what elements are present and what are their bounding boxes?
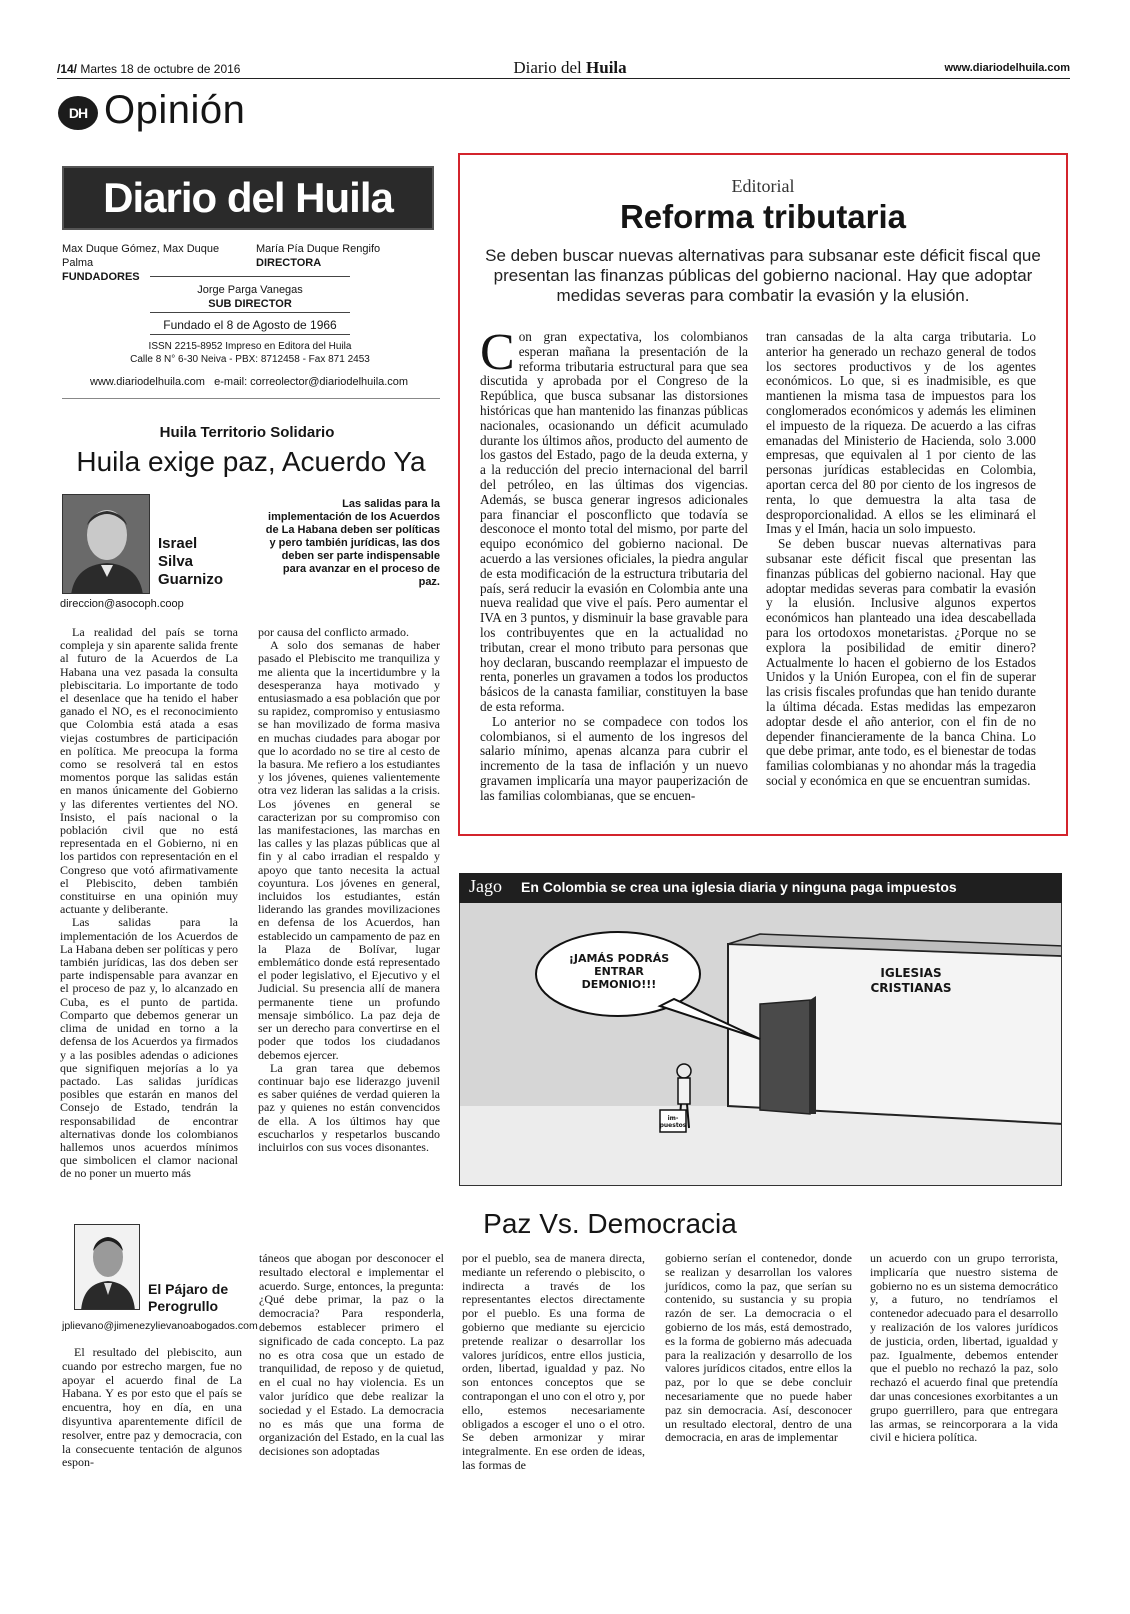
- drop-cap: C: [480, 324, 515, 381]
- cartoon-header: [459, 873, 1062, 903]
- bottom-author-email[interactable]: jplievano@jimenezylievanoabogados.com: [62, 1320, 258, 1332]
- church-cartoon-icon: [460, 874, 1062, 1186]
- pull-quote: Las salidas para la implementación de los Acuerdos de La Habana deben ser políticas y pero también jurídicas, las dos deben ser parte indispensable para avanzar en el proceso de paz.: [265, 498, 440, 588]
- founders: Max Duque Gómez, Max Duque Palma FUNDADORES: [62, 243, 220, 283]
- masthead-email-link[interactable]: e-mail: correolector@diariodelhuila.com: [214, 376, 409, 388]
- article-kicker: Huila Territorio Solidario: [159, 424, 335, 441]
- page-number: /14/: [57, 62, 78, 76]
- cartoonist-name: Jago: [469, 876, 502, 896]
- bottom-author-photo: [74, 1224, 140, 1310]
- cartoon-caption: En Colombia se crea una iglesia diaria y ninguna paga impuestos: [521, 879, 957, 895]
- subdirector: Jorge Parga Vanegas SUB DIRECTOR: [197, 284, 303, 310]
- article-column-1: La realidad del país se torna compleja y sin aparente salida frente al futuro de la Acuerdos de La Habana una vez pasada la consulta plebiscitaria. Lo importante de todo el desenlace que ha tenido el haber ganado el NO, es el reconocimiento que Colombia está atada a esas viejas costumbres de participación en política. Me preocupa la forma como se resolverá tal en estos momentos porque las salidas están en manos únicamente del Gobierno y las diferentes vertientes del NO. Insisto, el país nacional o la población civil que no está representada en el Gobierno, ni en los partidos con representación en el Congreso que votó afirmativamente el Plebiscito, deben también constituirse en una opinión muy actuante y deliberante. Las salidas para la implementación de los Acuerdos de La Habana deben ser políticas y pero también jurídicas, las dos deben ser parte indispensable para avanzar en el proceso de paz y, lo alcanzado en Cuba, es el punto de partida. Comparto que debemos generar un clima de unidad en torno a la defensa de los Acuerdos ya firmados y a las posibles adendas o adiciones que signifiquen mejorías a lo ya pactado. Las salidas jurídicas posibles que estarán en manos del Consejo de Estado, tendrán la responsabilidad de encontrar alternativas donde los colombianos hallemos unos acuerdos mínimos que simbolicen el clamor nacional de no poner un muerto más: [60, 625, 238, 1181]
- author-photo: [62, 494, 150, 594]
- editorial-column-2: tran cansadas de la alta carga tributaria. Lo anterior ha generado un rechazo general de todos los sectores productivos y de los agentes económicos. Lo que, si es inadmisible, es que mantienen la misma tasa de impuestos para los conglomerados económicos y además les eliminen el impuesto de la riqueza. De acuerdo a las cifras emanadas del Ministerio de Hacienda, solo 3.000 empresas, que equivalen al 1 por ciento de las personas jurídicas establecidas en Colombia, aportan cerca del 80 por ciento de los ingresos de renta, lo que demuestra la alta tasa de desproporcionalidad. A ellos se les eliminará el Imas y el Imán, hacia un solo impuesto. Se deben buscar nuevas alternativas para subsanar este déficit fiscal que presentan las finanzas públicas del gobierno nacional. Hay que adoptar medidas severas para combatir la evasión y la elusión. Inclusive algunos expertos económicos han planteado una idea descabellada para los ortodoxos monetaristas. ¿Porque no se explora la posibilidad de emitir dinero? Actualmente lo hacen el gobierno de los Estados Unidos y la Unión Europea, con el fin de superar las crisis fiscales profundas que han tenido durante la última década. Estas medidas las empezaron adoptar desde el año anterior, con el fin de no depender financieramente de la banca China. Lo que debe primar, ante todo, es el bienestar de todas familias colombianas y no ahondar más la tragedia social y económica en que se encuentran sumidas.: [766, 329, 1036, 788]
- author-portrait-icon: [63, 495, 150, 594]
- site-url[interactable]: www.diariodelhuila.com: [944, 62, 1070, 74]
- bottom-column-4: gobierno serían el contenedor, donde se realizan y desarrollan los valores jurídicos, como la paz, que serían su contenido, su sustancia y su propia razón de ser. La democracia o el gobierno de los más, está demostrado, es la forma de gobierno más adecuada para la realización y desarrollo de los valores jurídicos citados, entre ellos la paz, por lo que se debe concluir necesariamente que no puede haber paz sin democracia. Así, desconocer un resultado electoral, dentro de una democracia, en aras de implementar: [665, 1251, 852, 1445]
- briefcase-label: im-puestos: [659, 1115, 687, 1129]
- editorial-lead: Se deben buscar nuevas alternativas para subsanar este déficit fiscal que presentan las finanzas públicas del gobierno nacional. Hay que adoptar medidas severas para combatir la evasión y la elusión.: [485, 246, 1041, 305]
- author-email[interactable]: direccion@asocoph.coop: [60, 598, 184, 610]
- masthead-web-link[interactable]: www.diariodelhuila.com: [90, 376, 205, 388]
- director: María Pía Duque Rengifo DIRECTORA: [256, 243, 381, 269]
- section-title: Opinión: [104, 88, 246, 132]
- bottom-column-2: táneos que abogan por desconocer el resultado electoral e implementar el acuerdo. Surge, entonces, la pregunta: ¿Qué debe primar, la paz o la democracia? Para responderla, debemos establecer primero el significado de cada concepto. La paz no es otra cosa que un estado de tranquilidad, de reposo y de quietud, en el cual no hay violencia. Es un valor jurídico que debe realizar la sociedad y el Estado. La democracia no es más que una forma de organización del Estado, en la cual las decisiones son adoptadas: [259, 1251, 444, 1459]
- article-headline: Huila exige paz, Acuerdo Ya: [76, 446, 426, 477]
- staff-divider: [150, 276, 350, 277]
- masthead-bottom-rule: [62, 398, 440, 399]
- speech-bubble-text: ¡JAMÁS PODRÁS ENTRAR DEMONIO!!!: [568, 952, 670, 991]
- editorial-label: Editorial: [731, 176, 795, 196]
- article-column-2: por causa del conflicto armado. A solo dos semanas de haber pasado el Plebiscito me tranquiliza y me alienta que la incertidumbre y la desesperanza haya motivado y entusiasmado a esa población que por su rapidez, compromiso y entusiasmo se han movilizado de forma masiva en muchas ciudades para abogar por que lo acordado no se tire al cesto de la basura. Me refiero a los estudiantes y los jóvenes, quienes valientemente otra vez lideran las salidas a la crisis. Los jóvenes en general se caracterizan por su compromiso con las manifestaciones, las marchas en las calles y las plazas públicas que al fin y al cabo irradian el respaldo y apoyo que tanto necesita la actual coyuntura. Los jóvenes en general, incluidos los estudiantes, están liderando las grandes movilizaciones en defensa de los Acuerdos, han establecido un campamento de paz en la Plaza de Bolívar, lugar emblemático donde está representado el poder legislativo, el Ejecutivo y el Judicial. Su presencia allí de manera permanente tiene un profundo mensaje simbólico. La paz deja de ser un derecho para convertirse en el poder que todos los ciudadanos debemos ejercer. La gran tarea que debemos continuar bajo ese liderazgo juvenil es saber quiénes de verdad quieren la paz y quienes no están convencidos de ella. A los últimos hay que escucharlos y respetarlos buscando incluirlos con sus voces disonantes.: [258, 625, 440, 1154]
- bottom-column-5: un acuerdo con un grupo terrorista, implicaría que nuestro sistema de gobierno no es un sistema democrático y, a futuro, no tendríamos el contenedor adecuado para el desarrollo y realización de los valores jurídicos de justicia, orden, libertad, igualdad y paz. Igualmente, debemos entender que el pueblo no rechazó la paz, solo rechazó el acuerdo final que pretendía dar unas concesiones exorbitantes a un grupo guerrillero, para que entregara las armas, se reincorporara a la vida civil e hiciera política.: [870, 1251, 1058, 1445]
- church-sign-text: IGLESIAS CRISTIANAS: [870, 966, 952, 995]
- staff-divider: [150, 312, 350, 313]
- bottom-author-name: El Pájaro de Perogrullo: [148, 1281, 229, 1314]
- editorial-column-1: Con gran expectativa, los colombianos esperan mañana la presentación de la reforma tributaria estructural para que sea discutida y aprobada por el Congreso de la República, que busca subsanar las distorsiones históricas que han mantenido las finanzas públicas nacionales, ocasionando un déficit acumulado durante los últimos años, producto del aumento de los gastos del Estado, pago de la deuda externa, y a la reducción del precio internacional del barril del petróleo, en las últimas dos vigencias. Además, se busca generar ingresos adicionales para financiar el posconflicto que todavía se desconoce el monto total del mismo, por parte del equipo económico del gobierno nacional. De acuerdo a las versiones oficiales, la piedra angular de esta modificación de la estructura tributaria del país, será reducir la evasión en Colombia ante una nueva realidad que vive el país. Pero aumentar el IVA en 3 puntos, y disminuir la base gravable para los contribuyentes que en la actualidad no tributan, crear el mono tributo para personas que hoy declaran, buscando reemplazar el impuesto de renta, ponerles un gravamen a todos los productos básicos de la canasta familiar, constituyen la base de esta reforma. Lo anterior no se compadece con todos los colombianos, si el aumento de los ingresos del salario mínimo, apenas alcanza para cubrir el incremento de la tasa de inflación y un nuevo gravamen implicaría una mayor pauperización de las familias colombianas, que se encuen-: [480, 324, 748, 803]
- paper-name-header: Diario del Huila: [513, 58, 627, 77]
- issn-info: ISSN 2215-8952 Impreso en Editora del Huila Calle 8 N° 6-30 Neiva - PBX: 8712458 - Fax 871 2453: [130, 341, 370, 365]
- bottom-column-3: por el pueblo, sea de manera directa, mediante un referendo o plebiscito, o indirecta a través de los representantes electos directamente por el pueblo. Es una forma de gobierno que mediante su ejercicio pretende realizar o desarrollar los valores jurídicos, entre ellos justicia, orden, libertad, igualdad y paz. No son entonces conceptos que se contrapongan el uno con el otro y, por ello, estemos necesariamente obligados a escoger el uno o el otro. Se deben armonizar y mirar integralmente. En ese orden de ideas, las formas de: [462, 1251, 645, 1472]
- founded-date: Fundado el 8 de Agosto de 1966: [163, 318, 337, 332]
- bottom-author-portrait-icon: [75, 1225, 140, 1310]
- bottom-article-headline: Paz Vs. Democracia: [483, 1208, 737, 1239]
- editorial-title: Reforma tributaria: [619, 198, 907, 235]
- bottom-column-1: El resultado del plebiscito, aun cuando por estrecho margen, fue no apoyar el acuerdo final de La Habana. Y es por esto que el país se encuentra, hoy en día, en una disyuntiva aparentemente difícil de resolver, entre paz y democracia, con la consecuente tentación de algunos espon-: [62, 1345, 242, 1470]
- header-rule: [57, 78, 1070, 79]
- author-name: Israel Silva Guarnizo: [158, 535, 224, 588]
- issue-date: Martes 18 de octubre de 2016: [80, 62, 241, 76]
- cartoon-image: [459, 873, 1062, 1186]
- page-date-line: [57, 62, 240, 76]
- staff-divider: [150, 334, 350, 335]
- contact-line: [90, 375, 420, 389]
- dh-logo-icon: DH: [58, 96, 98, 130]
- masthead-logo: Diario del Huila: [62, 166, 434, 230]
